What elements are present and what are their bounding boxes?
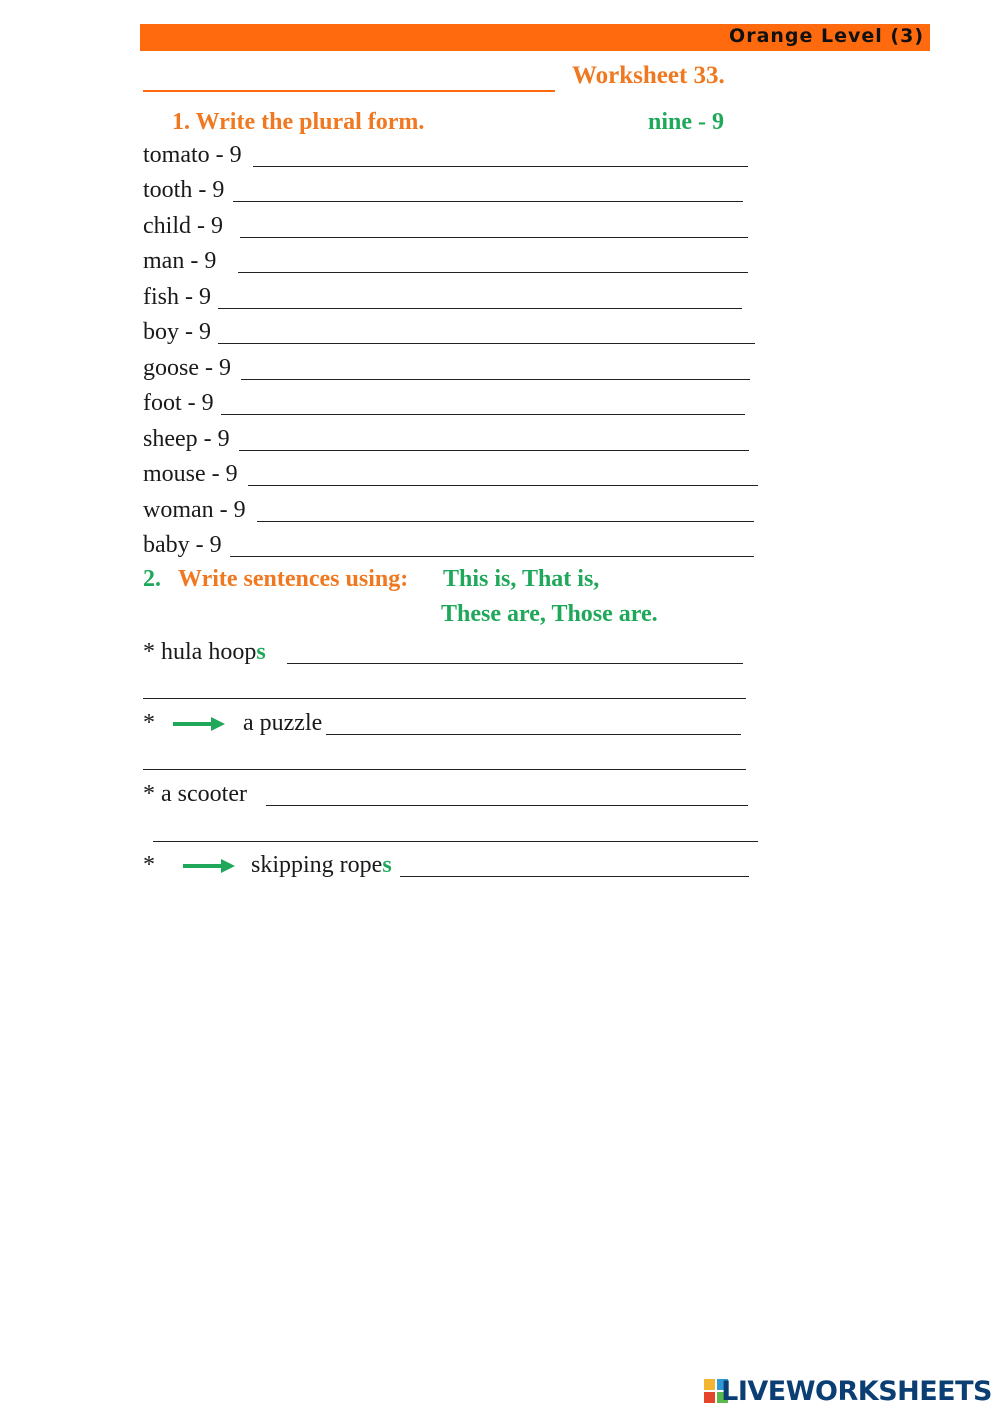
answer-blank[interactable] bbox=[221, 414, 745, 415]
answer-blank[interactable] bbox=[239, 450, 749, 451]
bullet: * bbox=[143, 781, 155, 807]
word-item: tomato - 9 bbox=[143, 142, 242, 168]
answer-blank[interactable] bbox=[143, 698, 746, 699]
answer-blank[interactable] bbox=[143, 769, 746, 770]
item-text: a puzzle bbox=[243, 710, 323, 736]
section2-heading: Write sentences using: bbox=[178, 566, 409, 592]
answer-blank[interactable] bbox=[153, 841, 758, 842]
word-item: boy - 9 bbox=[143, 319, 211, 345]
answer-blank[interactable] bbox=[230, 556, 754, 557]
word-item: baby - 9 bbox=[143, 532, 222, 558]
word-item: tooth - 9 bbox=[143, 177, 225, 203]
word-item: goose - 9 bbox=[143, 355, 231, 381]
word-item: fish - 9 bbox=[143, 284, 211, 310]
sentence-item bbox=[143, 637, 266, 667]
section2-number: 2. bbox=[143, 566, 161, 592]
word-item: woman - 9 bbox=[143, 497, 246, 523]
item-text: skipping rope bbox=[251, 852, 383, 878]
answer-blank[interactable] bbox=[326, 734, 741, 735]
item-text: hula hoop bbox=[161, 639, 257, 665]
level-label: Orange Level (3) bbox=[729, 25, 924, 47]
worksheet-title: Worksheet 33. bbox=[572, 62, 725, 89]
answer-blank[interactable] bbox=[266, 805, 748, 806]
answer-blank[interactable] bbox=[233, 201, 743, 202]
sentence-item bbox=[143, 779, 247, 809]
word-item: man - 9 bbox=[143, 248, 217, 274]
header-bar bbox=[140, 24, 930, 51]
answer-blank[interactable] bbox=[400, 876, 749, 877]
sentence-item bbox=[143, 850, 392, 880]
plural-suffix: s bbox=[382, 852, 392, 878]
answer-blank[interactable] bbox=[241, 379, 750, 380]
answer-blank[interactable] bbox=[238, 272, 748, 273]
word-item: sheep - 9 bbox=[143, 426, 230, 452]
word-item: mouse - 9 bbox=[143, 461, 238, 487]
answer-blank[interactable] bbox=[218, 343, 755, 344]
name-line[interactable] bbox=[143, 90, 555, 92]
word-item: child - 9 bbox=[143, 213, 223, 239]
arrow-right-icon bbox=[181, 858, 237, 874]
word-item: foot - 9 bbox=[143, 390, 214, 416]
answer-blank[interactable] bbox=[287, 663, 743, 664]
arrow-right-icon bbox=[171, 716, 227, 732]
answer-blank[interactable] bbox=[257, 521, 754, 522]
bullet: * bbox=[143, 710, 155, 736]
answer-blank[interactable] bbox=[253, 166, 748, 167]
bullet: * bbox=[143, 639, 155, 665]
sentence-item bbox=[143, 708, 322, 738]
item-text: a scooter bbox=[161, 781, 247, 807]
section1-heading: 1. Write the plural form. bbox=[172, 109, 425, 135]
section2-phrases-line2: These are, Those are. bbox=[441, 601, 658, 627]
liveworksheets-brand[interactable]: LIVEWORKSHEETS bbox=[721, 1376, 992, 1407]
plural-suffix: s bbox=[256, 639, 266, 665]
answer-blank[interactable] bbox=[248, 485, 758, 486]
bullet: * bbox=[143, 852, 155, 878]
answer-blank[interactable] bbox=[240, 237, 748, 238]
section2-phrases-line1: This is, That is, bbox=[443, 566, 600, 592]
answer-blank[interactable] bbox=[218, 308, 742, 309]
section1-hint: nine - 9 bbox=[648, 109, 725, 135]
